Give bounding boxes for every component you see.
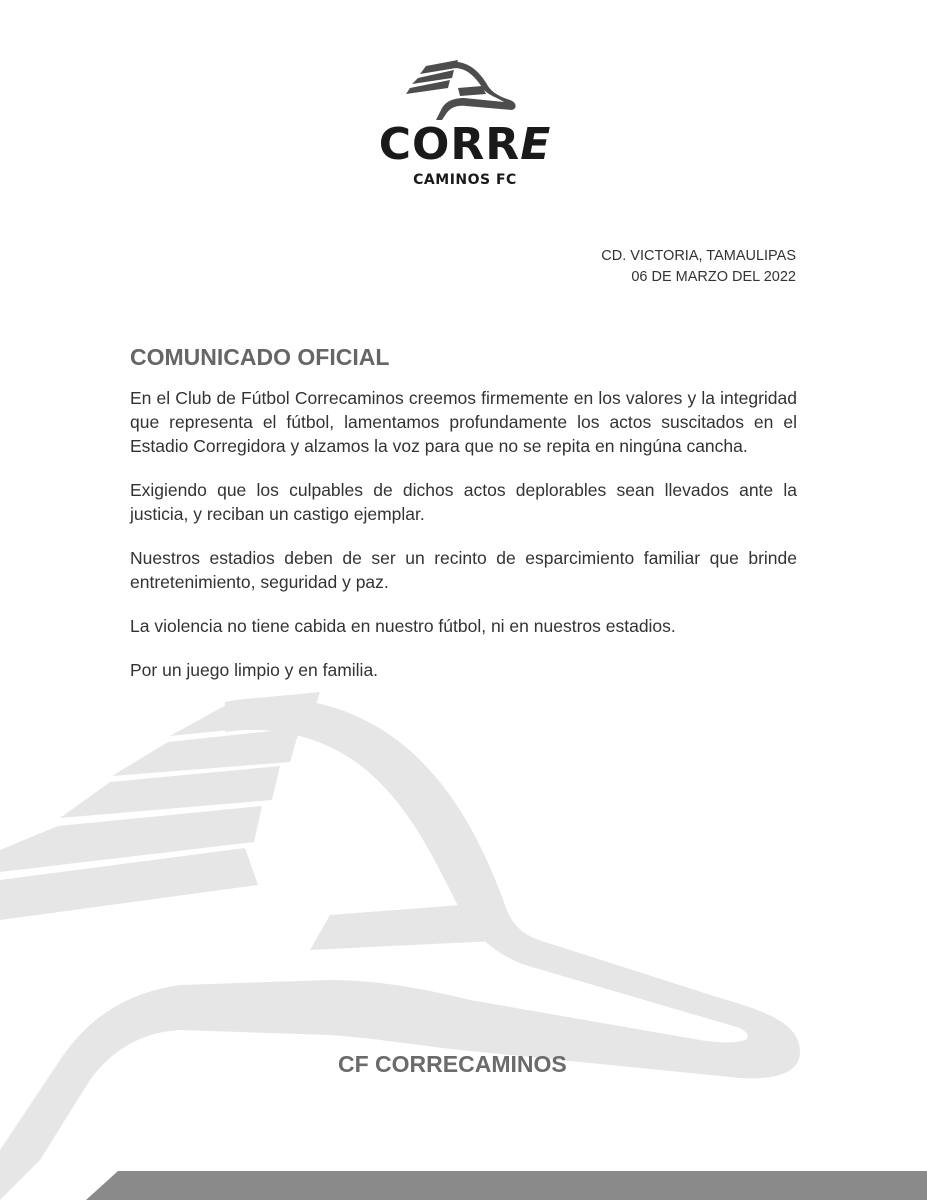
- paragraph: Nuestros estadios deben de ser un recinto de esparcimiento familiar que brinde entretenimiento, seguridad y paz.: [130, 548, 797, 593]
- paragraph: En el Club de Fútbol Correcaminos creemos firmemente en los valores y la integridad que representa el fútbol, lamentamos profundamente los actos suscitados en el Estadio Corregidora y alzamos la voz para que no se repita en ningúna cancha.: [130, 388, 797, 457]
- logo-wordmark-main: CORR: [378, 119, 521, 170]
- document-title: COMUNICADO OFICIAL: [130, 344, 390, 370]
- logo-wordmark: [372, 121, 558, 169]
- paragraph: La violencia no tiene cabida en nuestro fútbol, ni en nuestros estadios.: [130, 615, 676, 636]
- paragraph: Exigiendo que los culpables de dichos actos deplorables sean llevados ante la justicia, y reciban un castigo ejemplar.: [130, 480, 797, 525]
- dateline-date: 06 DE MARZO DEL 2022: [631, 269, 796, 285]
- dateline: [601, 246, 796, 288]
- paragraph: Por un juego limpio y en familia.: [130, 659, 379, 680]
- signature: CF CORRECAMINOS: [338, 1051, 567, 1077]
- dateline-place: CD. VICTORIA, TAMAULIPAS: [601, 248, 796, 264]
- roadrunner-watermark-icon: [0, 680, 927, 1200]
- club-logo: [372, 58, 558, 190]
- statement-body: [130, 386, 797, 701]
- logo-subtitle: CAMINOS FC: [413, 172, 517, 188]
- roadrunner-icon: [406, 58, 516, 120]
- logo-wordmark-last: E: [520, 119, 552, 170]
